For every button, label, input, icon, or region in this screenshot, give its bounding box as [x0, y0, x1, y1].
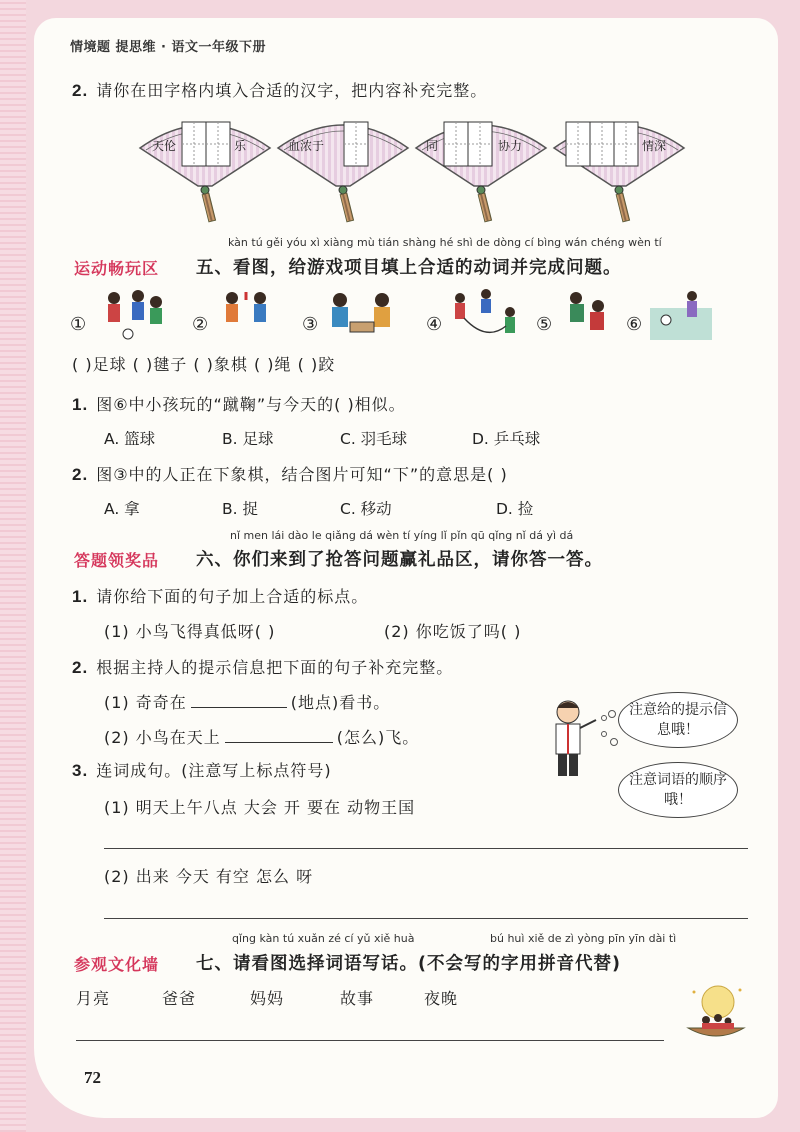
word-4: 故事: [340, 989, 375, 1008]
sec5-q2-opt-a[interactable]: A. 拿: [104, 500, 140, 518]
sec6-tag: 答题领奖品: [74, 551, 160, 570]
pic-5-number: ⑤: [536, 314, 553, 335]
sec6-q1-text: 请你给下面的句子加上合适的标点。: [96, 587, 369, 606]
fill-question-text: 请你在田字格内填入合适的汉字，把内容补充完整。: [96, 81, 488, 100]
chess-picture: [326, 288, 398, 340]
sec7-pinyin-a: qǐng kàn tú xuǎn zé cí yǔ xiě huà: [232, 932, 415, 945]
fan-4: [554, 122, 684, 222]
jump-rope-picture: [450, 288, 520, 340]
sec7-tag: 参观文化墙: [74, 955, 160, 974]
sec6-q2-number: 2.: [72, 658, 89, 677]
pic-4-number: ④: [426, 314, 443, 335]
sec6-q1-b[interactable]: (2) 你吃饭了吗( ): [384, 622, 522, 641]
sec5-q1: [72, 392, 406, 415]
sec6-q2-a-start: (1) 奇奇在: [104, 693, 187, 712]
fan-1-left: 天伦: [152, 139, 177, 153]
sec6-q1-a[interactable]: (1) 小鸟飞得真低呀( ): [104, 622, 276, 641]
soccer-picture: [94, 288, 172, 340]
page-border: [0, 0, 26, 1132]
word-2: 爸爸: [162, 989, 197, 1008]
sec6-q3-text: 连词成句。(注意写上标点符号): [96, 761, 332, 780]
sec5-q2-opt-b[interactable]: B. 捉: [222, 500, 258, 518]
fan-1: [140, 122, 270, 222]
moon-boat-illustration: [684, 982, 748, 1044]
sec5-q2-number: 2.: [72, 465, 89, 484]
page-number: 72: [84, 1068, 101, 1087]
sec5-q2: [72, 462, 508, 485]
fan-2-left: 血浓于: [288, 139, 325, 153]
pic-1-number: ①: [70, 314, 87, 335]
sec5-tag: 运动畅玩区: [74, 259, 160, 278]
sec5-q1-opt-c[interactable]: C. 羽毛球: [340, 430, 408, 448]
manner-blank[interactable]: [225, 728, 333, 743]
sec5-q2-text[interactable]: 图③中的人正在下象棋，结合图片可知“下”的意思是( ): [96, 465, 508, 484]
shuttlecock-picture: [216, 288, 278, 340]
sec6-q3: [72, 758, 332, 781]
fan-3-right: 协力: [498, 139, 523, 153]
hint-bubble-1: 注意给的提示信息哦！: [618, 692, 738, 748]
sec6-pinyin: nǐ men lái dào le qiǎng dá wèn tí yíng lǐ pǐn qū qǐng nǐ dá yì dá: [230, 529, 574, 542]
word-3: 妈妈: [250, 989, 285, 1008]
sec7-pinyin-b: bú huì xiě de zì yòng pīn yīn dài tì: [490, 932, 677, 945]
sec6-q2-a-end: (地点)看书。: [290, 693, 391, 712]
sec5-q1-opt-d[interactable]: D. 乒乓球: [472, 430, 541, 448]
fan-1-right: 乐: [234, 139, 247, 153]
word-5: 夜晚: [424, 989, 459, 1008]
fan-illustrations: [130, 106, 690, 230]
sec6-q2-a: [104, 690, 390, 713]
fill-question: [72, 78, 487, 101]
sec5-q1-number: 1.: [72, 395, 89, 414]
sports-pictures: [70, 288, 730, 342]
wrestling-picture: [560, 288, 616, 340]
answer-line-3[interactable]: [76, 1040, 664, 1041]
sec6-q2-b-start: (2) 小鸟在天上: [104, 728, 221, 747]
cuju-picture: [650, 288, 712, 340]
sec6-q2-text: 根据主持人的提示信息把下面的句子补充完整。: [96, 658, 454, 677]
fan-3-left: 同: [426, 139, 439, 153]
sec5-q1-opt-a[interactable]: A. 篮球: [104, 430, 156, 448]
answer-line-1[interactable]: [104, 848, 748, 849]
sec6-q2: [72, 655, 453, 678]
answer-line-2[interactable]: [104, 918, 748, 919]
fan-2: [278, 122, 408, 222]
host-boy-illustration: [548, 694, 628, 784]
sec6-q1-number: 1.: [72, 587, 89, 606]
sec6-q3-number: 3.: [72, 761, 89, 780]
sec5-q1-opt-b[interactable]: B. 足球: [222, 430, 274, 448]
sec6-q2-b: [104, 725, 419, 748]
pic-6-number: ⑥: [626, 314, 643, 335]
book-header: 情境题 提思维 · 语文一年级下册: [70, 40, 267, 55]
sec6-q1: [72, 584, 368, 607]
location-blank[interactable]: [191, 693, 287, 708]
fan-4-right: 情深: [642, 139, 667, 153]
sec6-title: 六、你们来到了抢答问题赢礼品区，请你答一答。: [196, 550, 603, 570]
sec5-pinyin: kàn tú gěi yóu xì xiàng mù tián shàng hé shì de dòng cí bìng wán chéng wèn tí: [228, 236, 662, 249]
hint-bubble-2: 注意词语的顺序哦！: [618, 762, 738, 818]
sec6-q3-a: (1) 明天上午八点 大会 开 要在 动物王国: [104, 798, 416, 817]
pic-3-number: ③: [302, 314, 319, 335]
sports-verb-blanks[interactable]: ( )足球 ( )毽子 ( )象棋 ( )绳 ( )跤: [72, 355, 336, 374]
sec7-title: 七、请看图选择词语写话。(不会写的字用拼音代替): [196, 954, 621, 974]
sec5-q2-opt-c[interactable]: C. 移动: [340, 500, 392, 518]
pic-2-number: ②: [192, 314, 209, 335]
fan-3: [416, 122, 546, 222]
sec6-q2-b-end: (怎么)飞。: [336, 728, 420, 747]
sec5-q2-opt-d[interactable]: D. 捡: [496, 500, 534, 518]
sec5-q1-text[interactable]: 图⑥中小孩玩的“蹴鞠”与今天的( )相似。: [96, 395, 406, 414]
sec6-q3-b: (2) 出来 今天 有空 怎么 呀: [104, 867, 314, 886]
fill-question-number: 2.: [72, 81, 89, 100]
sec5-title: 五、看图，给游戏项目填上合适的动词并完成问题。: [196, 258, 622, 278]
word-1: 月亮: [76, 989, 111, 1008]
